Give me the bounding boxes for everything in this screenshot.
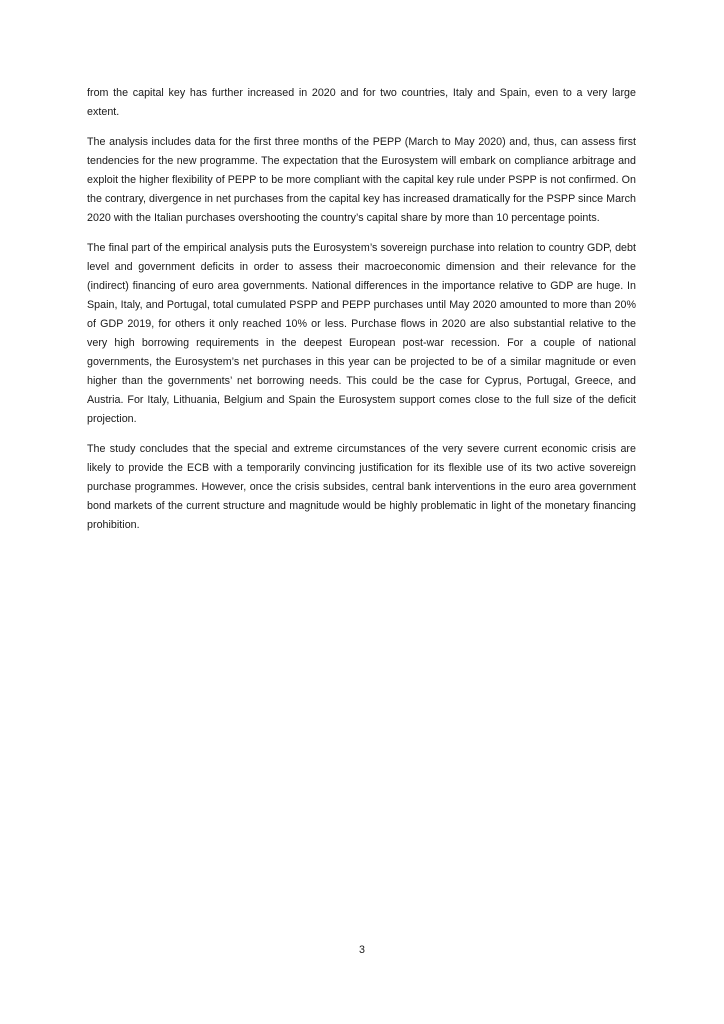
body-text [87, 84, 636, 534]
paragraph-continuation: from the capital key has further increased in 2020 and for two countries, Italy and Spain, even to a very large extent. [87, 87, 636, 118]
page-number: 3 [359, 944, 365, 956]
paragraph-conclusion: The study concludes that the special and extreme circumstances of the very severe current economic crisis are likely to provide the ECB with a temporarily convincing justification for its flexible use of its two active sovereign purchase programmes. However, once the crisis subsides, central bank interventions in the euro area government bond markets of the current structure and magnitude would be highly problematic in light of the monetary financing prohibition. [87, 442, 636, 531]
paragraph-pepp-analysis: The analysis includes data for the first three months of the PEPP (March to May 2020) and, thus, can assess first tendencies for the new programme. The expectation that the Eurosystem will embark on compliance arbitrage and exploit the higher flexibility of PEPP to be more compliant with the capital key rule under PSPP is not confirmed. On the contrary, divergence in net purchases from the capital key has increased dramatically for the PSPP since March 2020 with the Italian purchases overshooting the country’s capital share by more than 10 percentage points. [87, 136, 636, 224]
paragraph-gdp-analysis: The final part of the empirical analysis puts the Eurosystem’s sovereign purchase into relation to country GDP, debt level and government deficits in order to assess their macroeconomic dimension and their relevance for the (indirect) financing of euro area governments. National differences in the importance relative to GDP are huge. In Spain, Italy, and Portugal, total cumulated PSPP and PEPP purchases until May 2020 amounted to more than 20% of GDP 2019, for others it only reached 10% or less. Purchase flows in 2020 are also substantial relative to the very high borrowing requirements in the deepest European post-war recession. For a couple of national governments, the Eurosystem’s net purchases in this year can be projected to be of a similar magnitude or even higher than the governments’ net borrowing needs. This could be the case for Cyprus, Portugal, Greece, and Austria. For Italy, Lithuania, Belgium and Spain the Eurosystem support comes close to the full size of the deficit projection. [87, 242, 636, 425]
